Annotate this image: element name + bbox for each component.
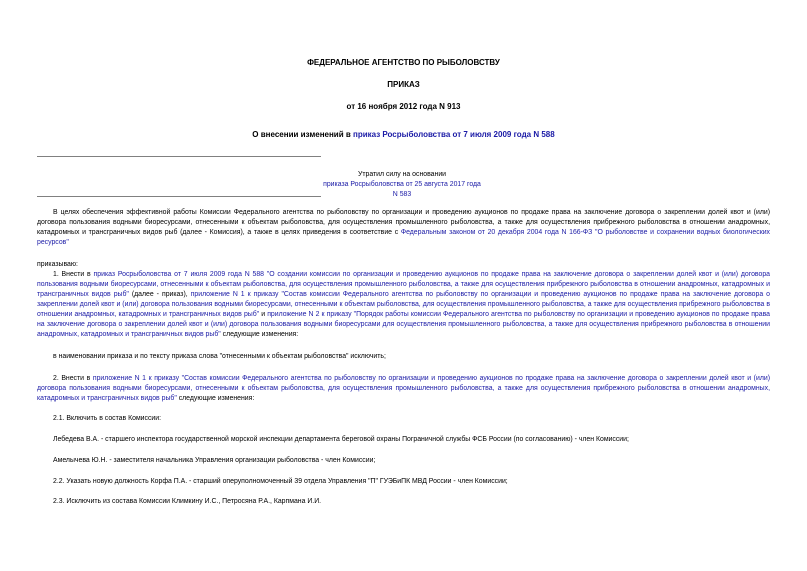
status-note xyxy=(322,170,482,200)
federal-law-link[interactable]: Федеральным законом от 20 декабря 2004 года N 166-ФЗ "О рыболовстве и сохранении водных биологических ресурсов" xyxy=(37,229,771,246)
doc-date: от 16 ноября 2012 года N 913 xyxy=(346,102,461,111)
item2-text-2: следующие изменения: xyxy=(176,395,255,402)
item1-text-2: (далее - приказ), xyxy=(128,291,191,298)
item-name-paragraph: в наименовании приказа и по тексту приказа слова "отнесенными к объектам рыболовства" исключить; xyxy=(53,353,386,360)
doc-title-link[interactable]: приказ Росрыболовства от 7 июля 2009 года N 588 xyxy=(353,130,555,139)
doc-title xyxy=(0,130,807,140)
divider-top xyxy=(37,156,321,157)
status-text: Утратил силу на основании xyxy=(357,171,447,178)
appendix1-link-2[interactable]: приложение N 1 к приказу "Состав комиссии Федерального агентства по рыболовству по организации и проведению аукционов по продаже права на заключение договора о закреплении долей квот и (или) договора пользования водными биоресурсами, отнесенными к объектам рыболовства, для осуществления промышленного рыболовства, а также для осуществления прибрежного рыболовства в отношении анадромных, катадромных и трансграничных видов рыб" xyxy=(37,375,770,402)
status-link[interactable]: приказа Росрыболовства от 25 августа 2017 года N 583 xyxy=(323,181,481,198)
agency-name: ФЕДЕРАЛЬНОЕ АГЕНТСТВО ПО РЫБОЛОВСТВУ xyxy=(307,58,500,67)
item23-paragraph: 2.3. Исключить из состава Комиссии Климкину И.С., Петросяна Р.А., Карпмана И.И. xyxy=(53,498,322,505)
member2-paragraph: Амелычева Ю.Н. - заместителя начальника Управления организации рыболовства - член Комиссии; xyxy=(53,457,376,464)
item21-paragraph: 2.1. Включить в состав Комиссии: xyxy=(53,415,162,422)
item2-text: 2. Внести в xyxy=(53,375,93,382)
preamble-paragraph xyxy=(37,208,770,248)
member1-paragraph: Лебедева В.А. - старшего инспектора государственной морской инспекции департамента береговой охраны Пограничной службы ФСБ России (по согласованию) - член Комиссии; xyxy=(53,436,629,443)
item1-text-3: и xyxy=(259,311,268,318)
order-word: приказываю: xyxy=(37,261,78,268)
divider-bottom xyxy=(37,196,321,197)
item1-paragraph xyxy=(37,270,770,340)
appendix1-link[interactable]: приложение N 1 к приказу "Состав комиссии Федерального агентства по рыболовству по организации и проведению аукционов по продаже права на заключение договора о закреплении долей квот и (или) договора пользования водными биоресурсами, отнесенными к объектам рыболовства, для осуществления промышленного рыболовства, а также для осуществления прибрежного рыболовства в отношении анадромных, катадромных и трансграничных видов рыб" xyxy=(37,291,770,318)
item22-paragraph: 2.2. Указать новую должность Корфа П.А. - старший оперуполномоченный 39 отдела Управления "П" ГУЭБиПК МВД России - член Комиссии; xyxy=(53,478,508,485)
item1-text: 1. Внести в xyxy=(53,271,94,278)
preamble-text: В целях обеспечения эффективной работы Комиссии Федерального агентства по рыболовству по организации и проведению аукционов по продаже права на заключение договора о закреплении долей квот и (или) договора пользования водными биоресурсами, отнесенными к объектам рыболовства, для осуществления промышленного рыболовства, а также для осуществления прибрежного рыболовства в отношении анадромных, катадромных и трансграничных видов рыб (далее - Комиссия), а также в целях приведения в соответствие с xyxy=(37,209,770,236)
appendix2-link[interactable]: приложение N 2 к приказу "Порядок работы комиссии Федерального агентства по рыболовству по организации и проведению аукционов по продаже права на заключение договора о закреплении долей квот и (или) договора пользования водными биоресурсами для осуществления промышленного рыболовства, а также для осуществления прибрежного рыболовства в отношении анадромных, катадромных и трансграничных видов рыб" xyxy=(37,311,771,338)
item2-paragraph xyxy=(37,374,770,404)
doc-title-text: О внесении изменений в xyxy=(252,130,353,139)
item1-text-4: следующие изменения: xyxy=(220,331,299,338)
doc-type: ПРИКАЗ xyxy=(387,80,420,89)
order-588-link[interactable]: приказ Росрыболовства от 7 июля 2009 года N 588 "О создании комиссии по организации и проведению аукционов по продаже права на заключение договора о закреплении долей квот и (или) договора пользования водными биоресурсами, отнесенными к объектам рыболовства, для осуществления промышленного рыболовства, а также для осуществления прибрежного рыболовства в отношении анадромных, катадромных и трансграничных видов рыб" xyxy=(37,271,770,298)
